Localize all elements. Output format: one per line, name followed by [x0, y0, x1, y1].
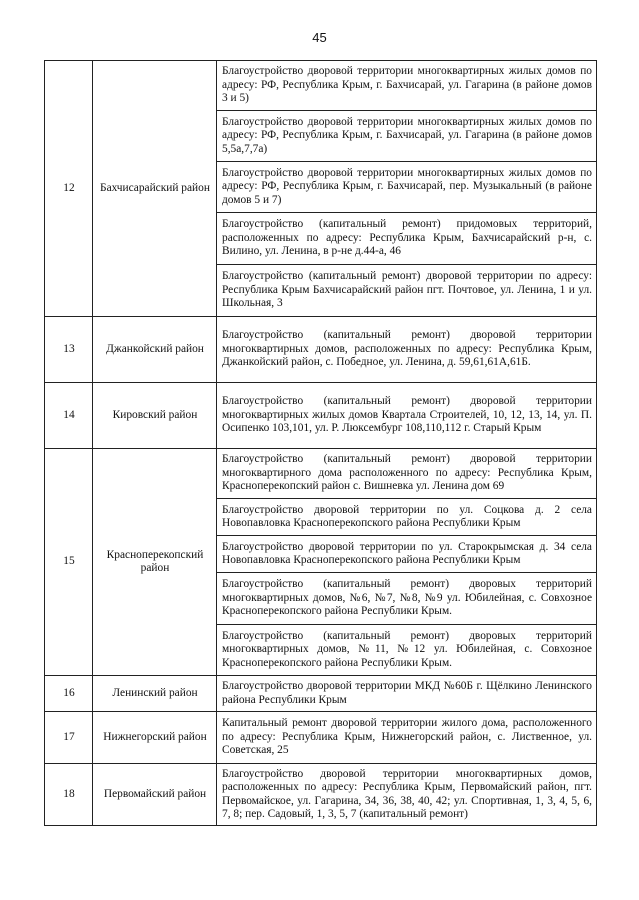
table-row: [45, 383, 597, 449]
project-description: Благоустройство дворовой территории МКД №60Б г. Щёлкино Ленинского района Республики Крым: [217, 676, 597, 712]
project-description: Благоустройство (капитальный ремонт) дворовой территории многоквартирного дома расположенного по адресу: Республика Крым, Красноперекопский район с. Вишневка ул. Ленина дом 69: [217, 449, 597, 499]
project-description: Благоустройство дворовой территории многоквартирных жилых домов по адресу: РФ, Республика Крым, г. Бахчисарай, ул. Гагарина (в районе домов 3 и 5): [217, 61, 597, 111]
project-description: Благоустройство (капитальный ремонт) придомовых территорий, расположенных по адресу: Республика Крым, Бахчисарайский р-н, с. Вилино, ул. Ленина, в р-не д.44-а, 46: [217, 213, 597, 265]
table-row: [45, 712, 597, 764]
district-name: Бахчисарайский район: [93, 61, 217, 317]
row-number: 12: [45, 61, 93, 317]
district-name: Первомайский район: [93, 764, 217, 826]
project-description: Благоустройство дворовой территории многоквартирных жилых домов по адресу: РФ, Республика Крым, г. Бахчисарай, ул. Гагарина (в районе домов 5,5а,7,7а): [217, 111, 597, 162]
row-number: 15: [45, 449, 93, 676]
project-description: Благоустройство (капитальный ремонт) дворовых территорий многоквартирных домов, №6, №7, №8, №9 ул. Юбилейная, с. Совхозное Красноперекопского района Республики Крым.: [217, 573, 597, 625]
table-row: [45, 317, 597, 383]
project-description: Благоустройство (капитальный ремонт) дворовой территории многоквартирных домов, расположенных по адресу: Республика Крым, Джанкойский район, с. Победное, ул. Ленина, д. 59,61,61А,61Б.: [217, 317, 597, 383]
improvement-table: [44, 60, 597, 826]
row-number: 13: [45, 317, 93, 383]
table-row: [45, 764, 597, 826]
project-description: Благоустройство дворовой территории многоквартирных жилых домов по адресу: РФ, Республика Крым, г. Бахчисарай, пер. Музыкальный (в районе домов 5 и 7): [217, 162, 597, 213]
table-row: [45, 676, 597, 712]
district-name: Ленинский район: [93, 676, 217, 712]
row-number: 17: [45, 712, 93, 764]
page-number: 45: [312, 30, 327, 45]
row-number: 16: [45, 676, 93, 712]
project-description: Благоустройство дворовой территории по ул. Старокрымская д. 34 села Новопавловка Красноперекопского района Республики Крым: [217, 536, 597, 573]
row-number: 14: [45, 383, 93, 449]
project-description: Благоустройство (капитальный ремонт) дворовой территории многоквартирных жилых домов Квартала Строителей, 10, 12, 13, 14, ул. П. Осипенко 103,101, ул. Р. Люксембург 108,110,112 г. Старый Крым: [217, 383, 597, 449]
project-description: Благоустройство (капитальный ремонт) дворовых территорий многоквартирных домов, №11, №12 ул. Юбилейная, с. Совхозное Красноперекопского района Республики Крым.: [217, 625, 597, 676]
district-name: Красноперекопский район: [93, 449, 217, 676]
district-name: Джанкойский район: [93, 317, 217, 383]
table-row: [45, 449, 597, 499]
table-row: [45, 61, 597, 111]
district-name: Нижнегорский район: [93, 712, 217, 764]
project-description: Капитальный ремонт дворовой территории жилого дома, расположенного по адресу: Республика Крым, Нижнегорский район, с. Лиственное, ул. Советская, 25: [217, 712, 597, 764]
district-name: Кировский район: [93, 383, 217, 449]
project-description: Благоустройство дворовой территории по ул. Соцкова д. 2 села Новопавловка Красноперекопского района Республики Крым: [217, 499, 597, 536]
project-description: Благоустройство дворовой территории многоквартирных домов, расположенных по адресу: Республика Крым, Первомайский район, пгт. Первомайское, ул. Гагарина, 34, 36, 38, 40, 42; ул. Спортивная, 1, 3, 4, 5, 6, 7, 8; пер. Садовый, 1, 3, 5, 7 (капитальный ремонт): [217, 764, 597, 826]
project-description: Благоустройство (капитальный ремонт) дворовой территории по адресу: Республика Крым Бахчисарайский район пгт. Почтовое, ул. Ленина, 1 и ул. Школьная, 3: [217, 265, 597, 317]
row-number: 18: [45, 764, 93, 826]
